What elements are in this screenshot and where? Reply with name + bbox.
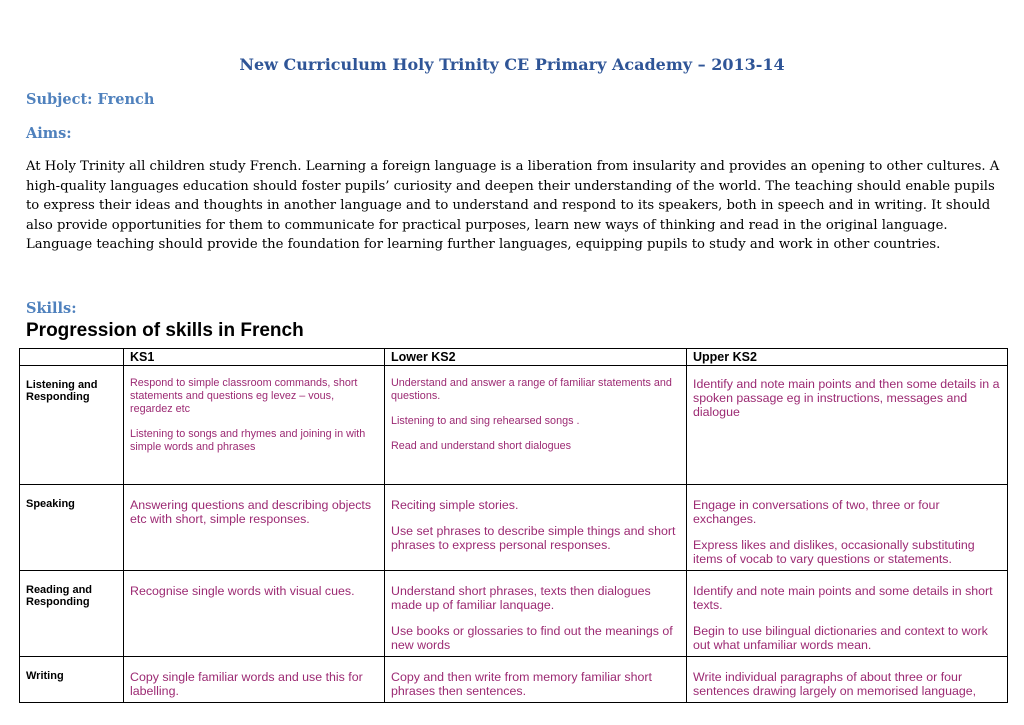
cell-text: Answering questions and describing objects etc with short, simple responses. [130, 498, 372, 526]
row-label-reading: Reading and Responding [20, 571, 124, 657]
document-title: New Curriculum Holy Trinity CE Primary Academy – 2013-14 [239, 55, 785, 74]
cell-lower-ks2-writing [385, 657, 687, 703]
cell-text: Identify and note main points and some details in short texts. [693, 584, 993, 612]
table-row [20, 485, 1008, 571]
header-cell-lower-ks2: Lower KS2 [385, 349, 687, 366]
cell-text: Read and understand short dialogues [391, 440, 572, 452]
header-cell-ks1: KS1 [124, 349, 385, 366]
cell-text: Engage in conversations of two, three or four exchanges. [693, 498, 940, 526]
cell-lower-ks2-speaking [385, 485, 687, 571]
skills-progression-table [19, 348, 1008, 703]
cell-upper-ks2-speaking [687, 485, 1008, 571]
row-label-speaking: Speaking [20, 485, 124, 571]
table-row [20, 366, 1008, 485]
cell-ks1-listening [124, 366, 385, 485]
cell-text: Copy single familiar words and use this for labelling. [130, 670, 363, 698]
cell-lower-ks2-reading [385, 571, 687, 657]
section-title: Progression of skills in French [26, 320, 304, 341]
cell-text: Listening to and sing rehearsed songs . [391, 415, 580, 427]
cell-ks1-reading [124, 571, 385, 657]
cell-upper-ks2-listening [687, 366, 1008, 485]
cell-text: Begin to use bilingual dictionaries and context to work out what unfamiliar words mean. [693, 624, 988, 652]
cell-text: Use books or glossaries to find out the meanings of new words [391, 624, 673, 652]
subject-heading: Subject: French [26, 91, 155, 108]
aims-paragraph: At Holy Trinity all children study French. Learning a foreign language is a liberation from insularity and provides an opening to other cultures. A high-quality languages education should foster pupils’ curiosity and deepen their understanding of the world. The teaching should enable pupils to express their ideas and thoughts in another language and to understand and respond to its speakers, both in speech and in writing. It should also provide opportunities for them to communicate for practical purposes, learn new ways of thinking and read in the original language. Language teaching should provide the foundation for learning further languages, equipping pupils to study and work in other countries. [26, 159, 1000, 253]
header-cell-upper-ks2: Upper KS2 [687, 349, 1008, 366]
skills-heading: Skills: [26, 300, 77, 317]
cell-ks1-speaking [124, 485, 385, 571]
cell-text: Identify and note main points and then some details in a spoken passage eg in instructions, messages and dialogue [693, 377, 1000, 419]
cell-upper-ks2-writing [687, 657, 1008, 703]
aims-heading: Aims: [26, 125, 72, 142]
row-label-listening: Listening and Responding [20, 366, 124, 485]
cell-text: Respond to simple classroom commands, short statements and questions eg levez – vous, regardez etc [130, 377, 358, 415]
cell-text: Recognise single words with visual cues. [130, 584, 355, 598]
cell-lower-ks2-listening [385, 366, 687, 485]
cell-upper-ks2-reading [687, 571, 1008, 657]
cell-ks1-writing [124, 657, 385, 703]
cell-text: Understand short phrases, texts then dialogues made up of familiar lanquage. [391, 584, 651, 612]
table-header-row [20, 349, 1008, 366]
header-cell-blank [20, 349, 124, 366]
table-row [20, 657, 1008, 703]
cell-text: Write individual paragraphs of about three or four sentences drawing largely on memorised language, [693, 670, 977, 698]
cell-text: Use set phrases to describe simple things and short phrases to express personal responses. [391, 524, 676, 552]
row-label-writing: Writing [20, 657, 124, 703]
table-row [20, 571, 1008, 657]
cell-text: Copy and then write from memory familiar short phrases then sentences. [391, 670, 652, 698]
cell-text: Express likes and dislikes, occasionally substituting items of vocab to vary questions or statements. [693, 538, 975, 566]
cell-text: Understand and answer a range of familiar statements and questions. [391, 377, 672, 402]
cell-text: Reciting simple stories. [391, 498, 519, 512]
cell-text: Listening to songs and rhymes and joining in with simple words and phrases [130, 428, 366, 453]
